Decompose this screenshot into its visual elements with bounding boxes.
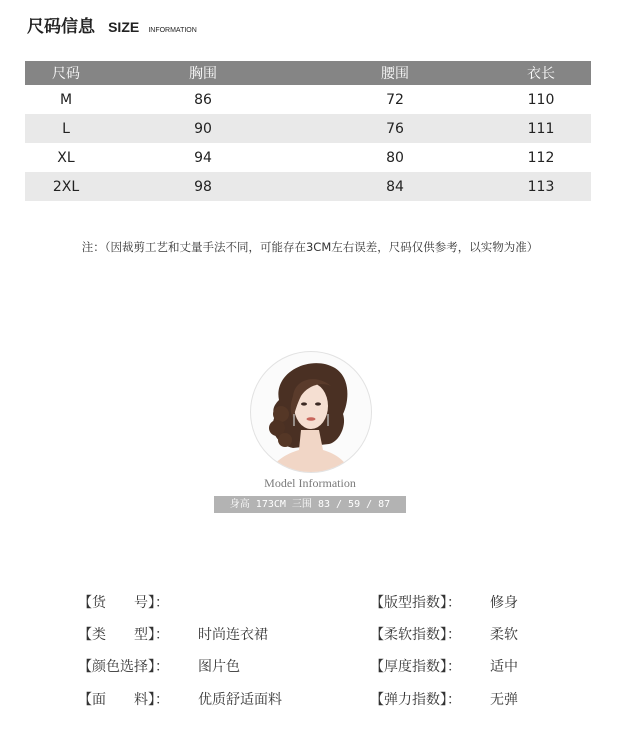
cell-size: 2XL — [25, 172, 107, 201]
info-label: 【面 料】： — [78, 692, 169, 708]
table-row — [25, 143, 591, 172]
table-row — [25, 172, 591, 201]
info-value: 修身 — [490, 595, 518, 611]
info-label: 【版型指数】： — [370, 595, 461, 611]
info-value: 无弹 — [490, 692, 518, 708]
info-value: 图片色 — [198, 659, 240, 675]
info-item-color — [78, 656, 240, 678]
info-label: 【颜色选择】： — [78, 659, 169, 675]
cell-length: 112 — [527, 149, 555, 166]
size-table — [25, 61, 591, 201]
col-chest: 胸围 — [107, 61, 299, 85]
cell-chest: 90 — [107, 114, 299, 143]
info-label: 【厚度指数】： — [370, 659, 461, 675]
info-item-fit — [370, 592, 518, 614]
table-row — [25, 85, 591, 114]
cell-length: 111 — [491, 114, 591, 143]
info-label: 【类 型】： — [78, 627, 169, 643]
info-item-type — [78, 624, 268, 646]
cell-waist: 84 — [299, 172, 491, 201]
cell-length: 113 — [491, 172, 591, 201]
model-portrait-icon — [251, 352, 371, 472]
title-en: SIZE — [108, 19, 140, 35]
info-item-elasticity — [370, 689, 518, 711]
cell-waist: 80 — [386, 149, 404, 166]
page-title — [27, 12, 197, 37]
col-size: 尺码 — [25, 61, 107, 85]
col-length: 衣长 — [491, 61, 591, 85]
cell-waist: 72 — [386, 91, 404, 108]
info-value: 适中 — [490, 659, 518, 675]
info-label: 【弹力指数】： — [370, 692, 461, 708]
table-row — [25, 114, 591, 143]
cell-size: L — [25, 114, 107, 143]
info-item-thickness — [370, 656, 518, 678]
cell-size: XL — [57, 149, 75, 166]
info-item-fabric — [78, 689, 282, 711]
info-item-sku — [78, 592, 169, 614]
model-stats: 身高 173CM 三围 83 / 59 / 87 — [214, 496, 406, 513]
cell-chest: 98 — [107, 172, 299, 201]
info-value: 柔软 — [490, 627, 518, 643]
title-cn: 尺码信息 — [27, 17, 95, 37]
info-value: 优质舒适面料 — [198, 692, 282, 708]
size-note: 注：（因裁剪工艺和丈量手法不同，可能存在3CM左右误差，尺码仅供参考，以实物为准） — [81, 240, 539, 254]
title-en-small: INFORMATION — [148, 27, 197, 34]
cell-length: 110 — [527, 91, 555, 108]
cell-chest: 86 — [194, 91, 212, 108]
info-label: 【柔软指数】： — [370, 627, 461, 643]
info-label: 【货 号】： — [78, 595, 169, 611]
model-info-title: Model Information — [264, 476, 356, 490]
model-avatar — [250, 351, 372, 473]
info-item-softness — [370, 624, 518, 646]
size-table-header — [25, 61, 591, 85]
cell-chest: 94 — [194, 149, 212, 166]
info-value: 时尚连衣裙 — [198, 627, 268, 643]
col-waist: 腰围 — [299, 61, 491, 85]
cell-size: M — [59, 91, 73, 108]
cell-waist: 76 — [299, 114, 491, 143]
